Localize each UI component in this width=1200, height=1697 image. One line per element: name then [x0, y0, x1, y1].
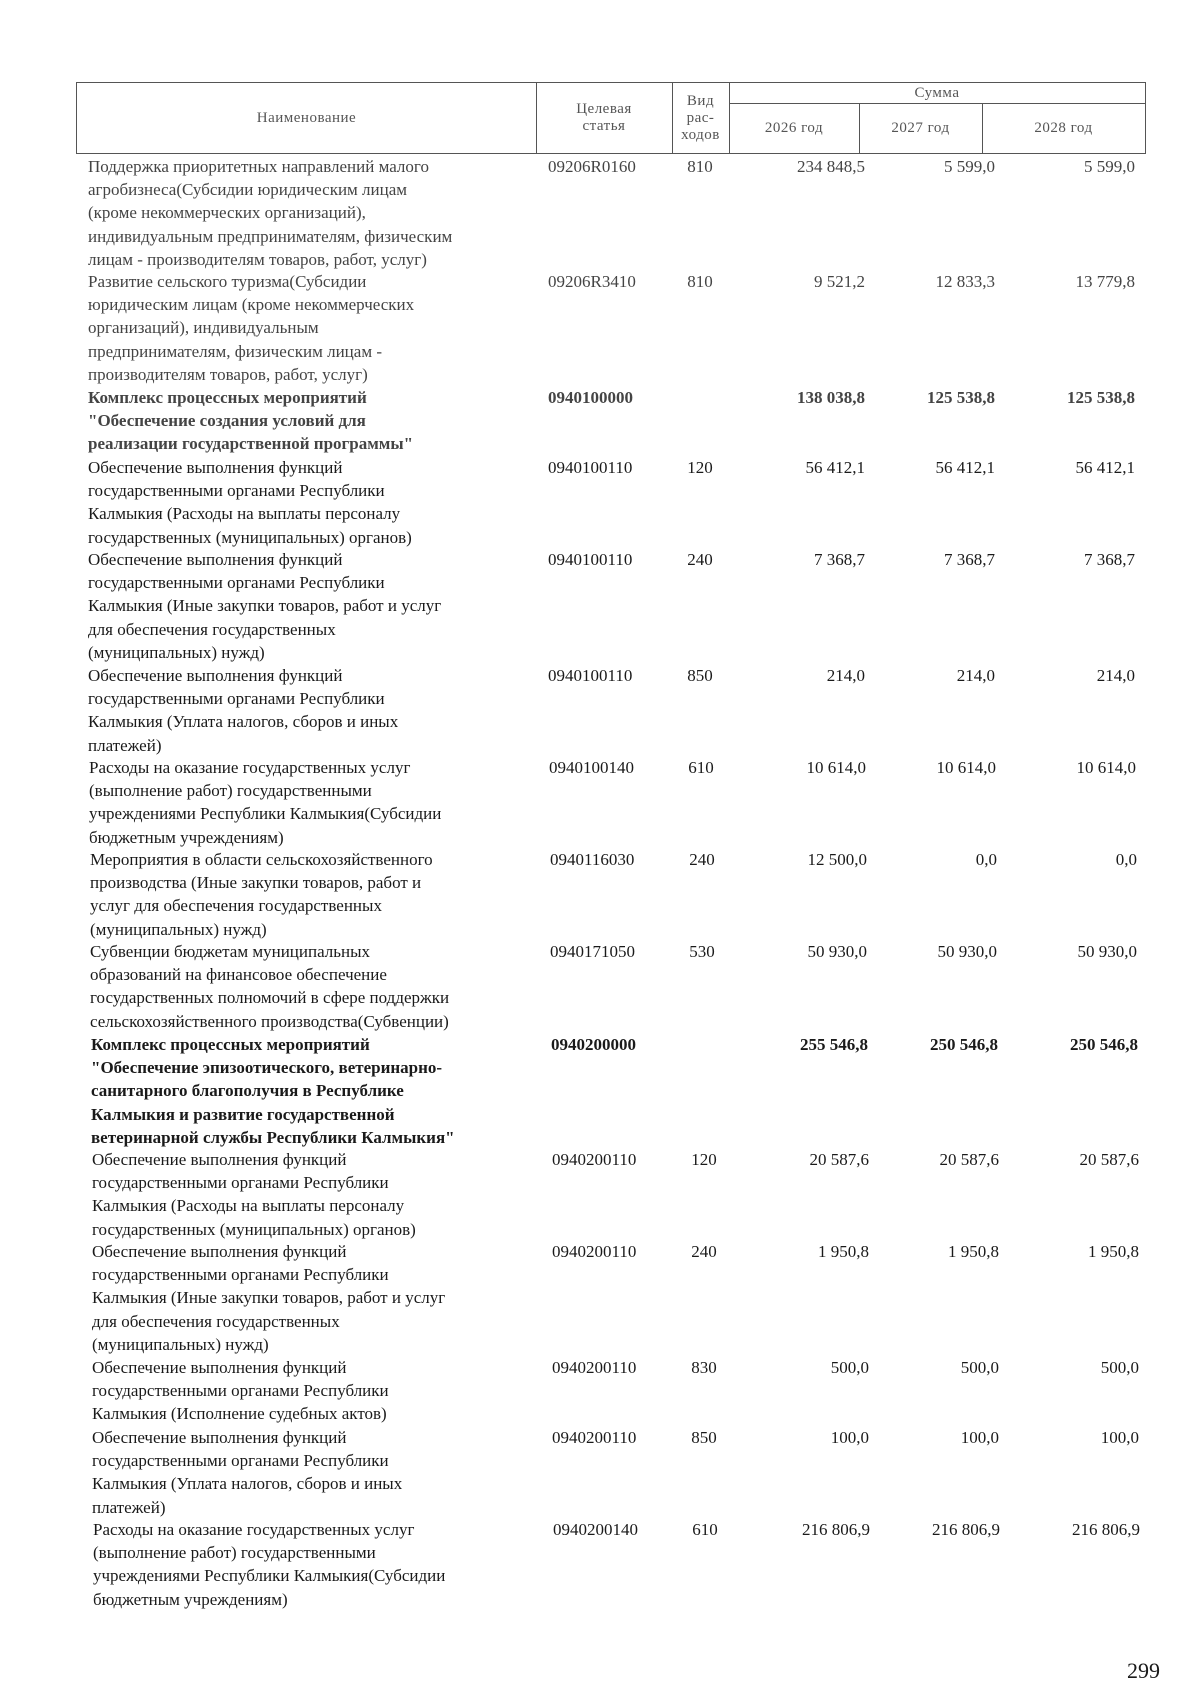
- row-sum-2026: 9 521,2: [814, 272, 865, 291]
- row-name: Обеспечение выполнения функций государственными органами Республики Калмыкия (Расходы на выплаты персоналу государственных (муниципальных) органов): [88, 458, 412, 547]
- row-target-article: 0940200110: [552, 1428, 637, 1447]
- row-target-article: 0940100000: [548, 388, 633, 407]
- row-target-article: 0940100110: [548, 550, 633, 569]
- row-sum-2026: 1 950,8: [818, 1242, 869, 1261]
- header-sum: Сумма: [914, 84, 960, 101]
- row-expense-type: 240: [687, 550, 713, 569]
- row-sum-2027: 12 833,3: [935, 272, 995, 291]
- header-year-2027: 2027 год: [891, 119, 950, 136]
- row-sum-2027: 10 614,0: [936, 758, 996, 777]
- header-target-article: Целевая статья: [576, 101, 632, 134]
- row-sum-2026: 12 500,0: [807, 850, 867, 869]
- row-name: Мероприятия в области сельскохозяйственного производства (Иные закупки товаров, работ и услуг для обеспечения государственных (муниципальных) нужд): [90, 850, 433, 939]
- row-target-article: 0940171050: [550, 942, 635, 961]
- row-target-article: 0940200110: [552, 1358, 637, 1377]
- row-target-article: 0940100110: [548, 666, 633, 685]
- row-target-article: 09206R3410: [548, 272, 636, 291]
- row-expense-type: 240: [689, 850, 715, 869]
- row-sum-2027: 250 546,8: [930, 1035, 998, 1054]
- row-sum-2027: 5 599,0: [944, 157, 995, 176]
- table-header: [76, 82, 1146, 154]
- row-sum-2028: 7 368,7: [1084, 550, 1135, 569]
- row-sum-2026: 10 614,0: [806, 758, 866, 777]
- row-sum-2028: 13 779,8: [1075, 272, 1135, 291]
- row-name: Комплекс процессных мероприятий "Обеспечение эпизоотического, ветеринарно- санитарного благополучия в Республике Калмыкия и развитие государственной ветеринарной службы Республики Калмыкия": [91, 1035, 455, 1147]
- row-sum-2028: 5 599,0: [1084, 157, 1135, 176]
- row-name: Обеспечение выполнения функций государственными органами Республики Калмыкия (Уплата налогов, сборов и иных платежей): [92, 1428, 403, 1517]
- row-name: Субвенции бюджетам муниципальных образований на финансовое обеспечение государственных полномочий в сфере поддержки сельскохозяйственного производства(Субвенции): [90, 942, 450, 1031]
- row-sum-2028: 125 538,8: [1067, 388, 1135, 407]
- row-name: Обеспечение выполнения функций государственными органами Республики Калмыкия (Расходы на выплаты персоналу государственных (муниципальных) органов): [92, 1150, 416, 1239]
- row-target-article: 0940200110: [552, 1150, 637, 1169]
- row-sum-2026: 500,0: [830, 1358, 869, 1377]
- row-expense-type: 610: [688, 758, 714, 777]
- header-expense-type: Вид рас- ходов: [681, 92, 720, 143]
- row-expense-type: 850: [687, 666, 713, 685]
- row-sum-2027: 56 412,1: [935, 458, 995, 477]
- row-target-article: 0940200000: [551, 1035, 636, 1054]
- row-sum-2026: 7 368,7: [814, 550, 865, 569]
- row-sum-2028: 10 614,0: [1076, 758, 1136, 777]
- row-name: Обеспечение выполнения функций государственными органами Республики Калмыкия (Иные закупки товаров, работ и услуг для обеспечения государственных (муниципальных) нужд): [88, 550, 442, 662]
- page-number: 299: [1127, 1658, 1160, 1683]
- row-name: Обеспечение выполнения функций государственными органами Республики Калмыкия (Иные закупки товаров, работ и услуг для обеспечения государственных (муниципальных) нужд): [92, 1242, 446, 1354]
- row-expense-type: 850: [691, 1428, 717, 1447]
- row-expense-type: 610: [692, 1520, 718, 1539]
- row-sum-2028: 0,0: [1115, 850, 1137, 869]
- row-name: Поддержка приоритетных направлений малого агробизнеса(Субсидии юридическим лицам (кроме некоммерческих организаций), индивидуальным предпринимателям, физическим лицам - производителям товаров, работ, услуг): [88, 157, 453, 269]
- row-sum-2026: 255 546,8: [800, 1035, 868, 1054]
- row-sum-2026: 56 412,1: [805, 458, 865, 477]
- row-sum-2028: 500,0: [1100, 1358, 1139, 1377]
- row-sum-2028: 216 806,9: [1072, 1520, 1140, 1539]
- row-sum-2027: 50 930,0: [937, 942, 997, 961]
- row-sum-2027: 125 538,8: [927, 388, 995, 407]
- row-sum-2028: 56 412,1: [1075, 458, 1135, 477]
- row-sum-2027: 500,0: [960, 1358, 999, 1377]
- row-target-article: 0940100110: [548, 458, 633, 477]
- header-name: Наименование: [256, 109, 357, 126]
- row-sum-2027: 7 368,7: [944, 550, 995, 569]
- row-sum-2027: 216 806,9: [932, 1520, 1000, 1539]
- row-sum-2026: 216 806,9: [802, 1520, 870, 1539]
- row-name: Расходы на оказание государственных услуг (выполнение работ) государственными учреждениями Республики Калмыкия(Субсидии бюджетным учреждениям): [89, 758, 442, 847]
- row-target-article: 09206R0160: [548, 157, 636, 176]
- row-sum-2028: 100,0: [1100, 1428, 1139, 1447]
- row-sum-2028: 50 930,0: [1077, 942, 1137, 961]
- row-name: Расходы на оказание государственных услуг (выполнение работ) государственными учреждениями Республики Калмыкия(Субсидии бюджетным учреждениям): [93, 1520, 446, 1609]
- header-year-2028: 2028 год: [1034, 119, 1093, 136]
- row-name: Развитие сельского туризма(Субсидии юридическим лицам (кроме некоммерческих организаций), индивидуальным предпринимателям, физическим лицам - производителям товаров, работ, услуг): [88, 272, 415, 384]
- row-sum-2027: 0,0: [975, 850, 997, 869]
- row-target-article: 0940116030: [550, 850, 635, 869]
- row-name: Обеспечение выполнения функций государственными органами Республики Калмыкия (Исполнение судебных актов): [92, 1358, 389, 1424]
- row-expense-type: 830: [691, 1358, 717, 1377]
- header-year-2026: 2026 год: [764, 119, 824, 136]
- row-expense-type: 120: [691, 1150, 717, 1169]
- row-sum-2027: 214,0: [956, 666, 995, 685]
- row-expense-type: 810: [687, 272, 713, 291]
- row-sum-2028: 1 950,8: [1088, 1242, 1139, 1261]
- row-expense-type: 530: [689, 942, 715, 961]
- row-name: Комплекс процессных мероприятий "Обеспечение создания условий для реализации государственной программы": [88, 388, 414, 454]
- row-sum-2026: 234 848,5: [797, 157, 865, 176]
- row-sum-2027: 1 950,8: [948, 1242, 999, 1261]
- row-target-article: 0940200110: [552, 1242, 637, 1261]
- row-expense-type: 120: [687, 458, 713, 477]
- row-sum-2027: 20 587,6: [939, 1150, 999, 1169]
- row-sum-2026: 50 930,0: [807, 942, 867, 961]
- row-expense-type: 810: [687, 157, 713, 176]
- row-sum-2026: 138 038,8: [797, 388, 865, 407]
- row-sum-2026: 20 587,6: [809, 1150, 869, 1169]
- row-sum-2026: 214,0: [826, 666, 865, 685]
- row-expense-type: 240: [691, 1242, 717, 1261]
- row-name: Обеспечение выполнения функций государственными органами Республики Калмыкия (Уплата налогов, сборов и иных платежей): [88, 666, 399, 755]
- row-target-article: 0940200140: [553, 1520, 638, 1539]
- row-sum-2028: 250 546,8: [1070, 1035, 1138, 1054]
- row-sum-2026: 100,0: [830, 1428, 869, 1447]
- row-target-article: 0940100140: [549, 758, 634, 777]
- row-sum-2028: 20 587,6: [1079, 1150, 1139, 1169]
- row-sum-2027: 100,0: [960, 1428, 999, 1447]
- row-sum-2028: 214,0: [1096, 666, 1135, 685]
